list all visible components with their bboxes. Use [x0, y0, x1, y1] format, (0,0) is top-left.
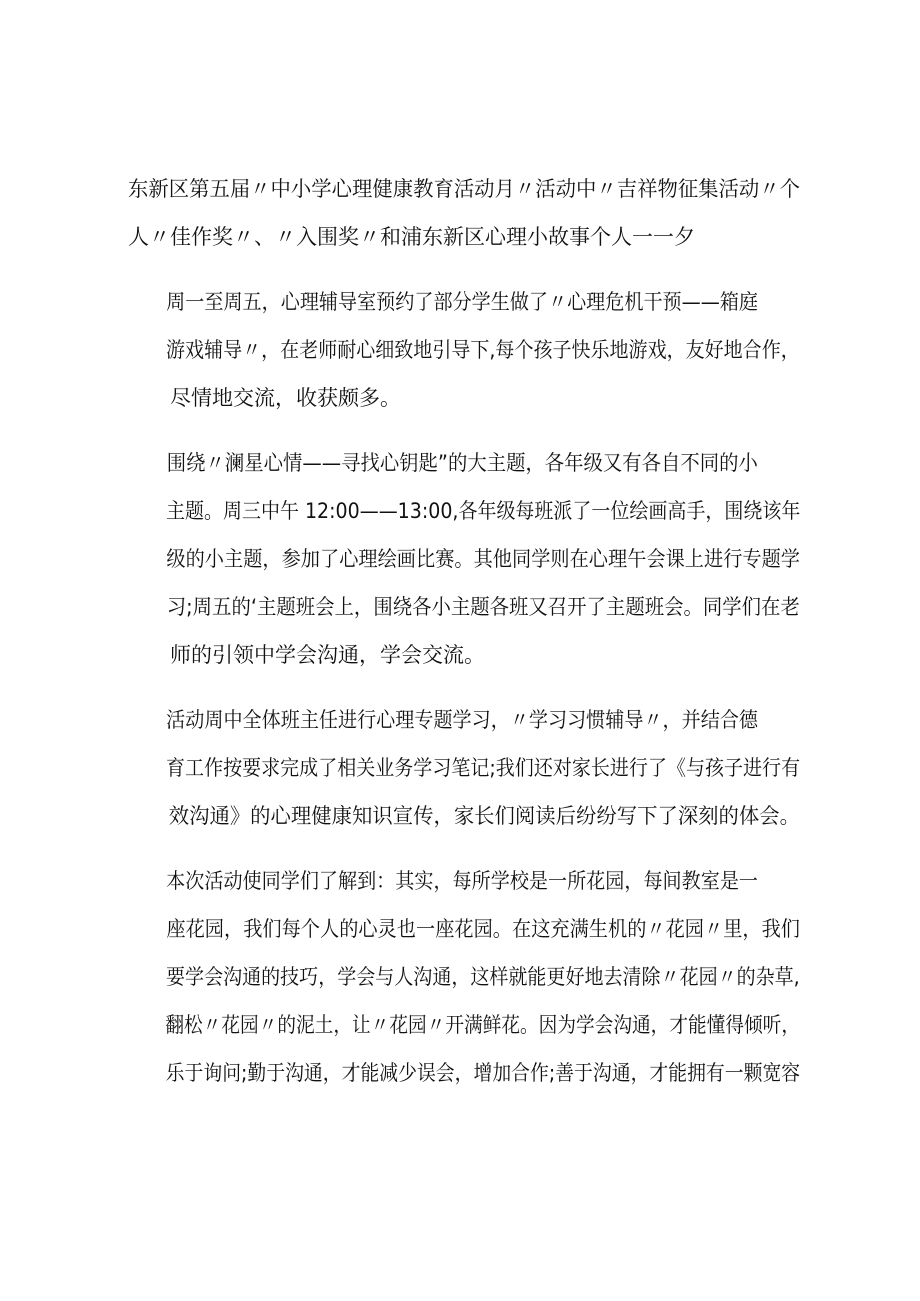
paragraph-theme-activities: [128, 439, 800, 679]
text-line: 育工作按要求完成了相关业务学习笔记;我们还对家长进行了《与孩子进行有: [166, 756, 801, 780]
text-line: 习;周五的‘主题班会上，围绕各小主题各班又召开了主题班会。同学们在老: [166, 595, 800, 619]
text-line: 主题。周三中午 12:00——13:00,各年级每班派了一位绘画高手，围绕该年: [165, 499, 801, 523]
text-line: 游戏辅导〃，在老师耐心细致地引导下,每个孩子快乐地游戏，友好地合作，: [166, 338, 800, 362]
document-body: [128, 165, 800, 1097]
text-line: 座花园，我们每个人的心灵也一座花园。在这充满生机的〃花园〃里，我们: [166, 917, 801, 941]
paragraph-awards: [128, 165, 800, 261]
text-line: 东新区第五届〃中小学心理健康教育活动月〃活动中〃吉祥物征集活动〃个: [128, 177, 801, 201]
text-line: 级的小主题，参加了心理绘画比赛。其他同学则在心理午会课上进行专题学: [166, 547, 801, 571]
text-line: 周一至周五，心理辅导室预约了部分学生做了〃心理危机干预——箱庭: [166, 290, 759, 314]
text-line: 围绕〃澜星心情——寻找心钥匙”的大主题，各年级又有各自不同的小: [166, 451, 758, 475]
paragraph-garden-reflection: [128, 857, 800, 1097]
text-line: 翻松〃花园〃的泥土，让〃花园〃开满鲜花。因为学会沟通，才能懂得倾听，: [165, 1013, 801, 1037]
text-line: 效沟通》的心理健康知识宣传，家长们阅读后纷纷写下了深刻的体会。: [168, 804, 801, 828]
text-line: 要学会沟通的技巧，学会与人沟通，这样就能更好地去清除〃花园〃的杂草,: [166, 965, 800, 989]
paragraph-teacher-parent-study: [128, 696, 800, 840]
paragraph-sandplay-counseling: [128, 278, 800, 422]
text-line: 尽情地交流，收获颇多。: [170, 386, 401, 410]
text-line: 本次活动使同学们了解到：其实，每所学校是一所花园，每间教室是一: [166, 869, 759, 893]
text-line: 活动周中全体班主任进行心理专题学习，〃学习习惯辅导〃，并结合德: [166, 708, 759, 732]
text-line: 乐于询问;勤于沟通，才能减少误会，增加合作;善于沟通，才能拥有一颗宽容: [165, 1061, 801, 1085]
text-line: 师的引领中学会沟通，学会交流。: [170, 643, 485, 667]
text-line: 人〃佳作奖〃、〃入围奖〃和浦东新区心理小故事个人一一夕: [128, 225, 695, 249]
